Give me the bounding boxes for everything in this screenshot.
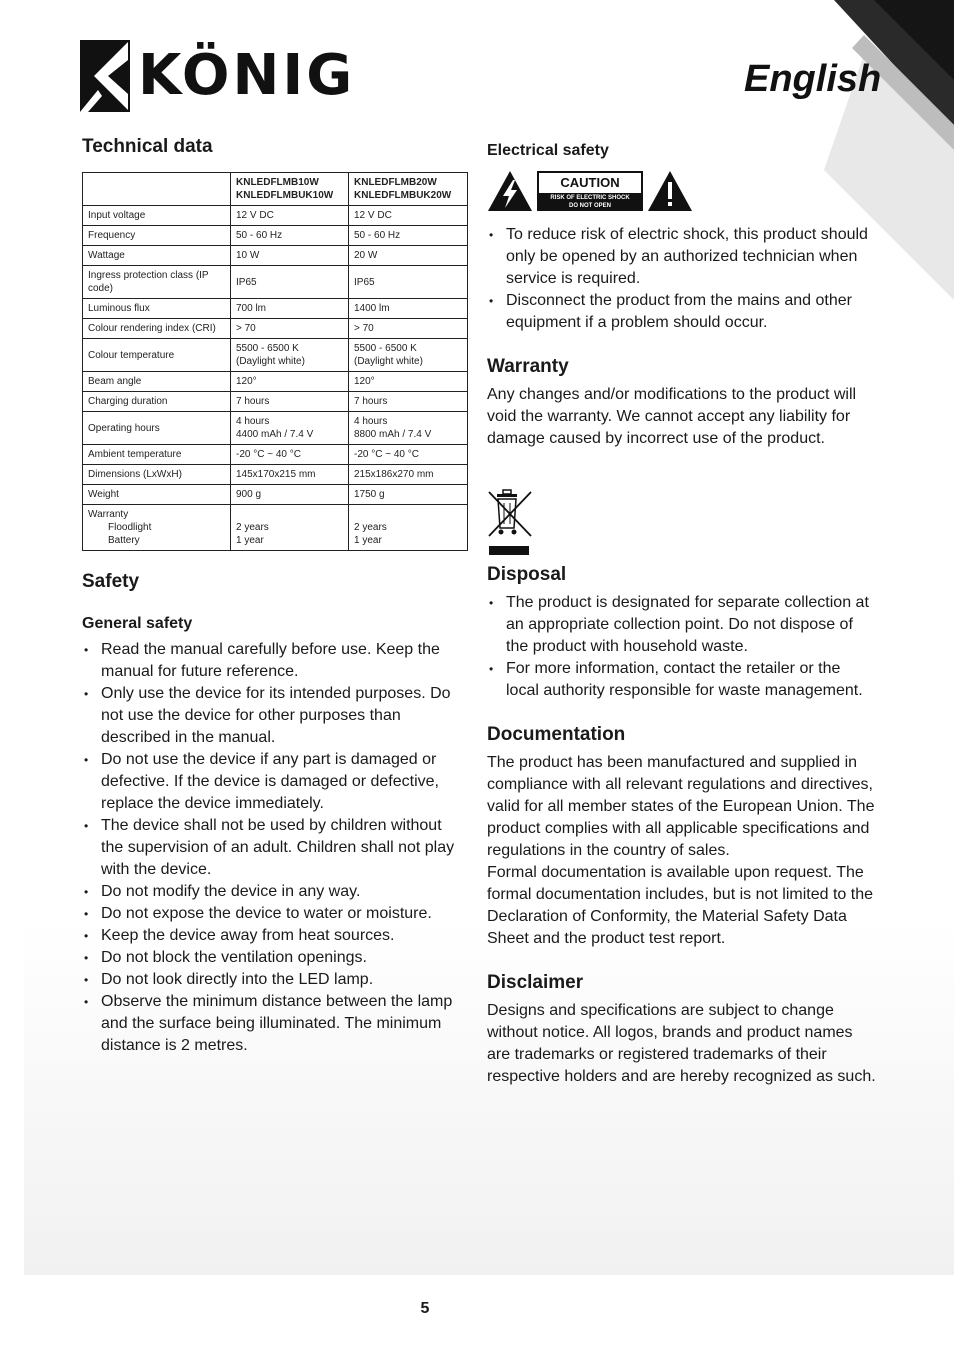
table-header-cell <box>83 173 231 206</box>
list-item: • Disconnect the product from the mains and other equipment if a problem should occur. <box>487 290 877 334</box>
caution-text: CAUTION <box>539 173 641 193</box>
warranty-value: 1 year <box>354 535 382 546</box>
spec-value-model1: IP65 <box>231 266 349 299</box>
caution-subtext <box>539 193 641 210</box>
lightning-warning-icon <box>487 170 533 212</box>
spec-value-model1: 50 - 60 Hz <box>231 226 349 246</box>
spec-value-model1: 900 g <box>231 485 349 505</box>
warranty-value: 1 year <box>236 535 264 546</box>
spec-value-model2: 1400 lm <box>349 299 468 319</box>
table-row <box>83 266 468 299</box>
spec-label: Beam angle <box>83 372 231 392</box>
general-safety-title: General safety <box>82 615 193 632</box>
spec-value-model2: 1750 g <box>349 485 468 505</box>
table-row-warranty <box>83 505 468 551</box>
spec-value-model1: 5500 - 6500 K (Daylight white) <box>231 339 349 372</box>
technical-data-title: Technical data <box>82 136 213 157</box>
list-item: • Do not use the device if any part is damaged or defective. If the device is damaged or defective, replace the device immediately. <box>82 749 468 815</box>
spec-value-model1: -20 °C ~ 40 °C <box>231 445 349 465</box>
disclaimer-text: Designs and specifications are subject to change without notice. All logos, brands and product names are trademarks or registered trademarks of their respective holders and are hereby recognized as such. <box>487 1002 876 1085</box>
table-header-row <box>83 173 468 206</box>
warranty-value: 2 years <box>354 522 387 533</box>
spec-table <box>82 172 468 551</box>
warranty-label: Warranty <box>88 509 129 520</box>
spec-value-model1: 4 hours 4400 mAh / 7.4 V <box>231 412 349 445</box>
konig-logo-mark-icon <box>80 40 130 112</box>
disclaimer-title: Disclaimer <box>487 972 584 993</box>
spec-label: Weight <box>83 485 231 505</box>
documentation-p2: Formal documentation is available upon request. The formal documentation includes, but is not limited to the Declaration of Conformity, the Material Safety Data Sheet and the product test report. <box>487 864 873 947</box>
table-row <box>83 465 468 485</box>
spec-label: Colour temperature <box>83 339 231 372</box>
list-item: • To reduce risk of electric shock, this product should only be opened by an authorized technician when service is required. <box>487 224 877 290</box>
spec-value-model2: 4 hours 8800 mAh / 7.4 V <box>349 412 468 445</box>
list-item: • Only use the device for its intended purposes. Do not use the device for other purposes than described in the manual. <box>82 683 468 749</box>
spec-value-model2: 7 hours <box>349 392 468 412</box>
caution-line1: RISK OF ELECTRIC SHOCK <box>550 195 630 201</box>
warranty-text: Any changes and/or modifications to the product will void the warranty. We cannot accept any liability for damage caused by incorrect use of the product. <box>487 386 857 447</box>
table-row <box>83 412 468 445</box>
spec-label: Colour rendering index (CRI) <box>83 319 231 339</box>
general-safety-list <box>82 639 468 1057</box>
disposal-list <box>487 592 877 702</box>
spec-value-model2: 5500 - 6500 K (Daylight white) <box>349 339 468 372</box>
warranty-value: 2 years <box>236 522 269 533</box>
table-row <box>83 485 468 505</box>
spec-value-model2 <box>349 505 468 551</box>
language-title: English <box>744 58 882 100</box>
spec-value-model2: > 70 <box>349 319 468 339</box>
disposal-title: Disposal <box>487 564 567 585</box>
warranty-title: Warranty <box>487 356 569 377</box>
table-header-model2: KNLEDFLMB20W KNLEDFLMBUK20W <box>349 173 468 206</box>
warranty-sub1: Floodlight <box>108 522 152 533</box>
table-row <box>83 226 468 246</box>
caution-box <box>537 171 643 211</box>
table-row <box>83 299 468 319</box>
electrical-safety-title: Electrical safety <box>487 142 609 159</box>
spec-label: Input voltage <box>83 206 231 226</box>
list-item: • Do not modify the device in any way. <box>82 881 468 903</box>
exclamation-warning-icon <box>647 170 693 212</box>
caution-line2: DO NOT OPEN <box>568 203 611 209</box>
spec-value-model1: 7 hours <box>231 392 349 412</box>
list-item: • Do not block the ventilation openings. <box>82 947 468 969</box>
list-item: • Read the manual carefully before use. Keep the manual for future reference. <box>82 639 468 683</box>
spec-value-model2: 215x186x270 mm <box>349 465 468 485</box>
table-row <box>83 445 468 465</box>
page-number: 5 <box>420 1300 430 1317</box>
list-item: • Observe the minimum distance between the lamp and the surface being illuminated. The minimum distance is 2 metres. <box>82 991 468 1057</box>
spec-value-model1: 700 lm <box>231 299 349 319</box>
list-item: • The product is designated for separate collection at an appropriate collection point. Do not dispose of the product with household waste. <box>487 592 877 658</box>
table-row <box>83 246 468 266</box>
warranty-sub2: Battery <box>108 535 140 546</box>
spec-label: Ingress protection class (IP code) <box>83 266 231 299</box>
spec-value-model1: 120° <box>231 372 349 392</box>
spec-value-model1: 10 W <box>231 246 349 266</box>
spec-value-model2: 120° <box>349 372 468 392</box>
weee-bin-icon <box>487 488 535 558</box>
list-item: • Do not expose the device to water or moisture. <box>82 903 468 925</box>
spec-value-model2: -20 °C ~ 40 °C <box>349 445 468 465</box>
spec-value-model1 <box>231 505 349 551</box>
table-row <box>83 392 468 412</box>
brand-name: KÖNIG <box>138 43 356 108</box>
list-item: • Do not look directly into the LED lamp. <box>82 969 468 991</box>
right-column <box>487 142 877 1088</box>
spec-label: Operating hours <box>83 412 231 445</box>
safety-title: Safety <box>82 571 140 592</box>
spec-value-model2: 20 W <box>349 246 468 266</box>
spec-label: Luminous flux <box>83 299 231 319</box>
spec-label: Wattage <box>83 246 231 266</box>
spec-label: Charging duration <box>83 392 231 412</box>
table-row <box>83 319 468 339</box>
spec-label: Ambient temperature <box>83 445 231 465</box>
list-item: • For more information, contact the retailer or the local authority responsible for waste management. <box>487 658 877 702</box>
table-row <box>83 372 468 392</box>
caution-label-graphic <box>487 170 877 212</box>
spec-label <box>83 505 231 551</box>
list-item: • The device shall not be used by children without the supervision of an adult. Children shall not play with the device. <box>82 815 468 881</box>
spec-value-model1: 145x170x215 mm <box>231 465 349 485</box>
spec-value-model2: 50 - 60 Hz <box>349 226 468 246</box>
table-row <box>83 339 468 372</box>
spec-label: Frequency <box>83 226 231 246</box>
spec-value-model2: 12 V DC <box>349 206 468 226</box>
spec-label: Dimensions (LxWxH) <box>83 465 231 485</box>
electrical-safety-list <box>487 224 877 334</box>
list-item: • Keep the device away from heat sources. <box>82 925 468 947</box>
table-row <box>83 206 468 226</box>
documentation-p1: The product has been manufactured and supplied in compliance with all relevant regulations and directives, valid for all member states of the European Union. The product complies with all applicable specifications and regulations in the country of sales. <box>487 754 875 859</box>
konig-logo <box>80 40 355 112</box>
table-header-model1: KNLEDFLMB10W KNLEDFLMBUK10W <box>231 173 349 206</box>
spec-value-model1: 12 V DC <box>231 206 349 226</box>
spec-value-model2: IP65 <box>349 266 468 299</box>
documentation-title: Documentation <box>487 724 626 745</box>
spec-value-model1: > 70 <box>231 319 349 339</box>
left-column <box>82 136 468 1057</box>
